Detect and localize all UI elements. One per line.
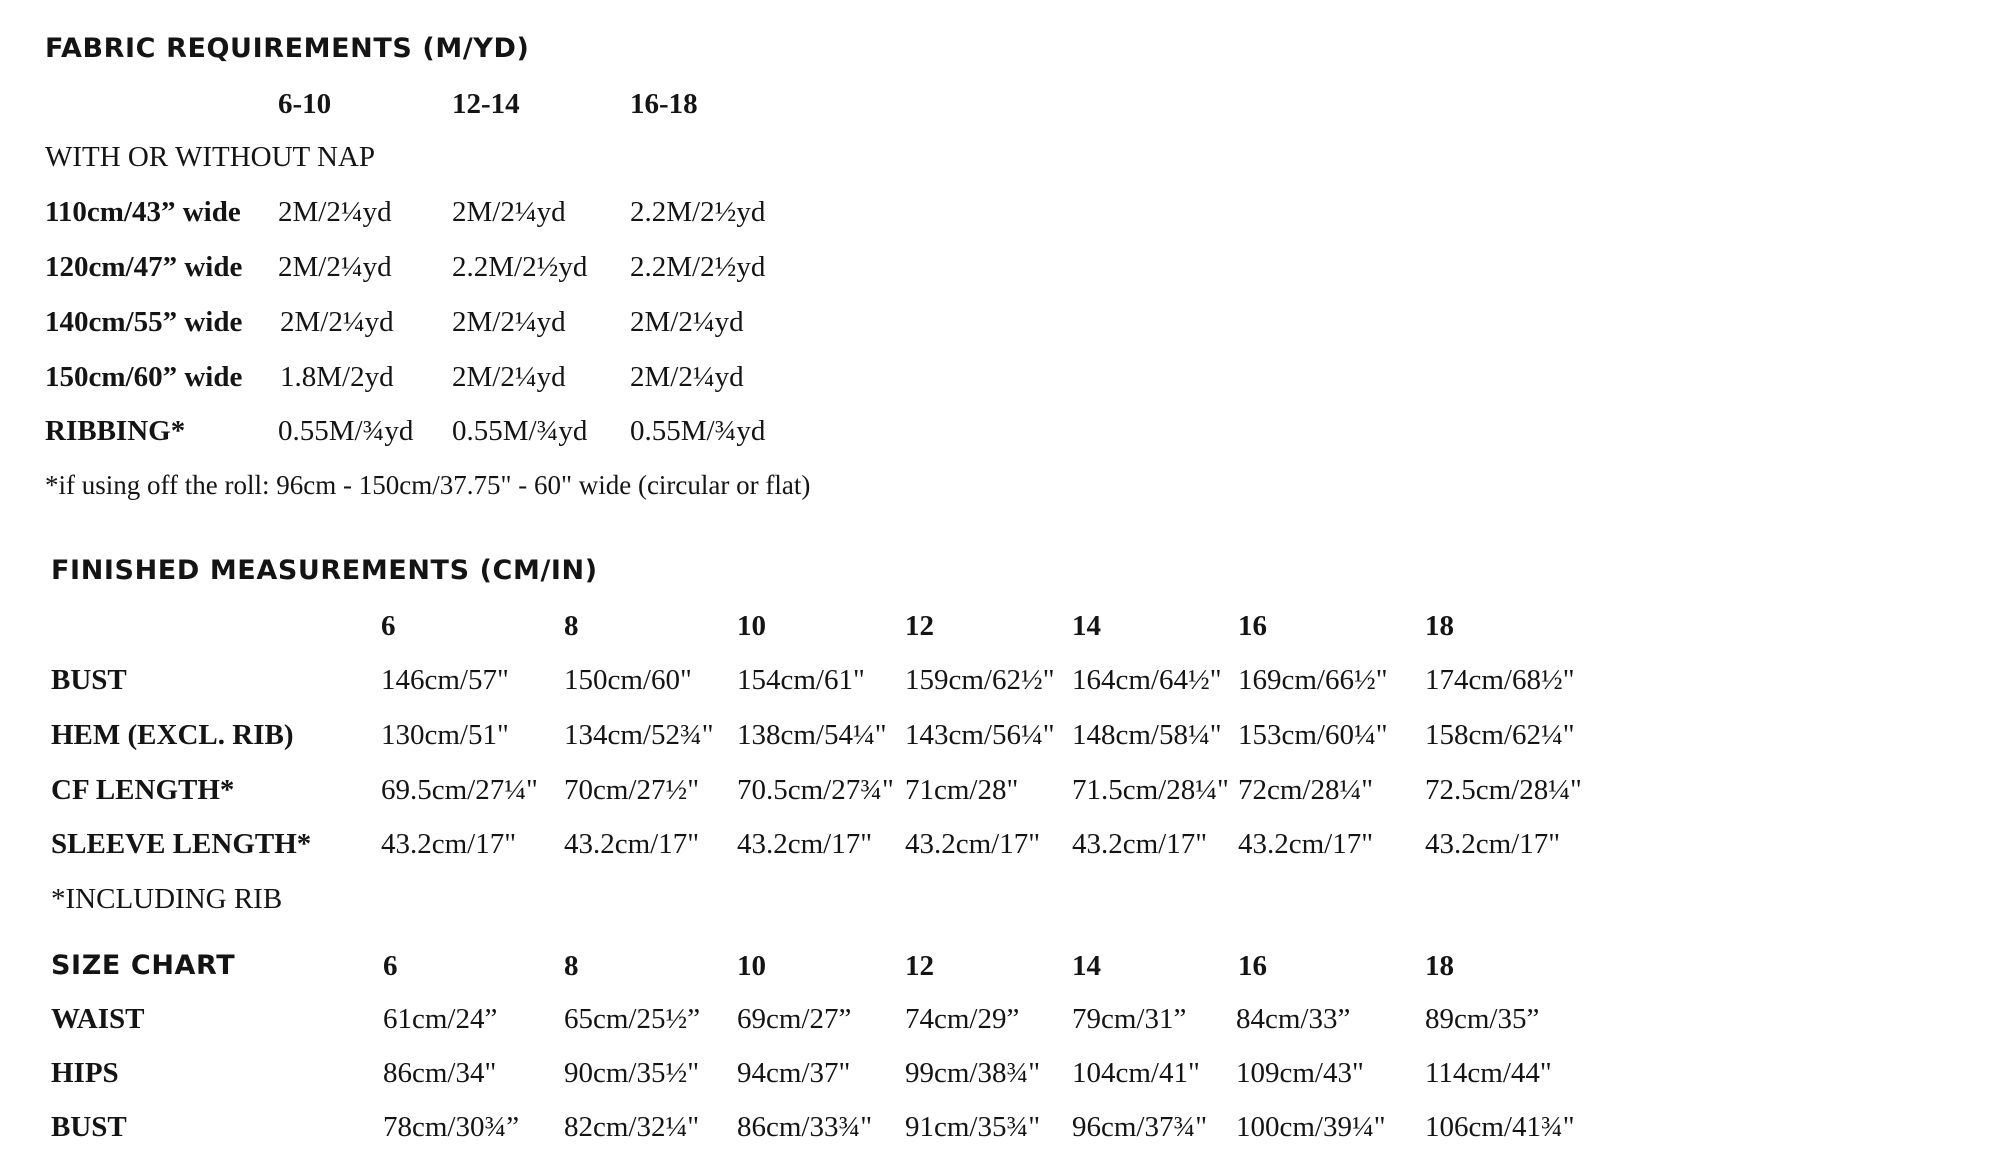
finished-size-header: 6 <box>381 610 396 642</box>
fabric-row-label: 120cm/47” wide <box>45 251 243 283</box>
finished-cell: 153cm/60¼" <box>1238 719 1388 751</box>
sizechart-cell: 84cm/33” <box>1236 1003 1351 1035</box>
finished-size-header: 8 <box>564 610 579 642</box>
sizechart-size-header: 6 <box>383 950 398 982</box>
sizechart-size-header: 10 <box>737 950 766 982</box>
finished-row-label: BUST <box>51 664 127 696</box>
finished-footnote: *INCLUDING RIB <box>51 883 283 915</box>
sizechart-cell: 61cm/24” <box>383 1003 498 1035</box>
fabric-cell: 2M/2¼yd <box>280 306 394 338</box>
sizechart-cell: 69cm/27” <box>737 1003 852 1035</box>
finished-size-header: 14 <box>1072 610 1101 642</box>
fabric-title: FABRIC REQUIREMENTS (M/YD) <box>45 33 530 64</box>
fabric-size-header: 12-14 <box>452 88 520 120</box>
finished-cell: 174cm/68½" <box>1425 664 1575 696</box>
finished-cell: 70cm/27½" <box>564 774 700 806</box>
finished-cell: 43.2cm/17" <box>1072 828 1208 860</box>
finished-cell: 158cm/62¼" <box>1425 719 1575 751</box>
fabric-cell: 1.8M/2yd <box>280 361 394 393</box>
fabric-subheading: WITH OR WITHOUT NAP <box>45 141 375 173</box>
finished-cell: 154cm/61" <box>737 664 865 696</box>
finished-cell: 43.2cm/17" <box>1425 828 1561 860</box>
fabric-size-header: 16-18 <box>630 88 698 120</box>
finished-size-header: 10 <box>737 610 766 642</box>
finished-cell: 150cm/60" <box>564 664 692 696</box>
finished-cell: 70.5cm/27¾" <box>737 774 894 806</box>
sizechart-row-label: BUST <box>51 1111 127 1143</box>
sizechart-cell: 65cm/25½” <box>564 1003 701 1035</box>
finished-row-label: HEM (EXCL. RIB) <box>51 719 294 751</box>
sizechart-cell: 96cm/37¾" <box>1072 1111 1208 1143</box>
sizechart-cell: 106cm/41¾" <box>1425 1111 1575 1143</box>
finished-cell: 72.5cm/28¼" <box>1425 774 1582 806</box>
finished-cell: 69.5cm/27¼" <box>381 774 538 806</box>
finished-cell: 130cm/51" <box>381 719 509 751</box>
finished-cell: 134cm/52¾" <box>564 719 714 751</box>
fabric-cell: 0.55M/¾yd <box>452 415 588 447</box>
fabric-cell: 2M/2¼yd <box>278 196 392 228</box>
fabric-cell: 2M/2¼yd <box>452 306 566 338</box>
fabric-cell: 0.55M/¾yd <box>278 415 414 447</box>
sizechart-cell: 100cm/39¼" <box>1236 1111 1386 1143</box>
fabric-row-label: 150cm/60” wide <box>45 361 243 393</box>
sizechart-cell: 109cm/43" <box>1236 1057 1364 1089</box>
fabric-cell: 2.2M/2½yd <box>452 251 588 283</box>
fabric-cell: 2M/2¼yd <box>452 361 566 393</box>
sizechart-size-header: 12 <box>905 950 934 982</box>
sizechart-cell: 78cm/30¾” <box>383 1111 520 1143</box>
finished-cell: 146cm/57" <box>381 664 509 696</box>
fabric-row-label: 140cm/55” wide <box>45 306 243 338</box>
fabric-cell: 2M/2¼yd <box>278 251 392 283</box>
finished-cell: 43.2cm/17" <box>905 828 1041 860</box>
finished-cell: 43.2cm/17" <box>737 828 873 860</box>
sizechart-cell: 94cm/37" <box>737 1057 851 1089</box>
finished-cell: 43.2cm/17" <box>381 828 517 860</box>
sizechart-cell: 89cm/35” <box>1425 1003 1540 1035</box>
finished-cell: 164cm/64½" <box>1072 664 1222 696</box>
sizechart-cell: 99cm/38¾" <box>905 1057 1041 1089</box>
finished-cell: 72cm/28¼" <box>1238 774 1374 806</box>
fabric-footnote: *if using off the roll: 96cm - 150cm/37.75" - 60" wide (circular or flat) <box>45 470 811 500</box>
finished-row-label: CF LENGTH* <box>51 774 235 806</box>
sizechart-size-header: 8 <box>564 950 579 982</box>
finished-cell: 143cm/56¼" <box>905 719 1055 751</box>
fabric-cell: 2.2M/2½yd <box>630 251 766 283</box>
sizechart-size-header: 14 <box>1072 950 1101 982</box>
sizechart-cell: 91cm/35¾" <box>905 1111 1041 1143</box>
finished-cell: 43.2cm/17" <box>564 828 700 860</box>
fabric-cell: 2M/2¼yd <box>630 306 744 338</box>
finished-cell: 138cm/54¼" <box>737 719 887 751</box>
sizechart-title: SIZE CHART <box>51 950 236 981</box>
fabric-cell: 0.55M/¾yd <box>630 415 766 447</box>
finished-cell: 148cm/58¼" <box>1072 719 1222 751</box>
sizechart-cell: 82cm/32¼" <box>564 1111 700 1143</box>
sizechart-cell: 74cm/29” <box>905 1003 1020 1035</box>
finished-cell: 169cm/66½" <box>1238 664 1388 696</box>
fabric-cell: 2.2M/2½yd <box>630 196 766 228</box>
sizechart-size-header: 18 <box>1425 950 1454 982</box>
finished-cell: 43.2cm/17" <box>1238 828 1374 860</box>
sizechart-cell: 114cm/44" <box>1425 1057 1552 1089</box>
sizechart-cell: 86cm/34" <box>383 1057 497 1089</box>
sizechart-row-label: HIPS <box>51 1057 119 1089</box>
sizechart-row-label: WAIST <box>51 1003 145 1035</box>
sizechart-size-header: 16 <box>1238 950 1267 982</box>
finished-size-header: 12 <box>905 610 934 642</box>
finished-size-header: 16 <box>1238 610 1267 642</box>
finished-cell: 159cm/62½" <box>905 664 1055 696</box>
finished-title: FINISHED MEASUREMENTS (CM/IN) <box>51 555 598 586</box>
sizechart-cell: 86cm/33¾" <box>737 1111 873 1143</box>
sizechart-cell: 79cm/31” <box>1072 1003 1187 1035</box>
finished-cell: 71.5cm/28¼" <box>1072 774 1229 806</box>
fabric-row-label: RIBBING* <box>45 415 186 447</box>
fabric-cell: 2M/2¼yd <box>452 196 566 228</box>
sizechart-cell: 104cm/41" <box>1072 1057 1200 1089</box>
finished-row-label: SLEEVE LENGTH* <box>51 828 312 860</box>
finished-size-header: 18 <box>1425 610 1454 642</box>
sizechart-cell: 90cm/35½" <box>564 1057 700 1089</box>
finished-cell: 71cm/28" <box>905 774 1019 806</box>
fabric-row-label: 110cm/43” wide <box>45 196 241 228</box>
fabric-size-header: 6-10 <box>278 88 332 120</box>
fabric-cell: 2M/2¼yd <box>630 361 744 393</box>
